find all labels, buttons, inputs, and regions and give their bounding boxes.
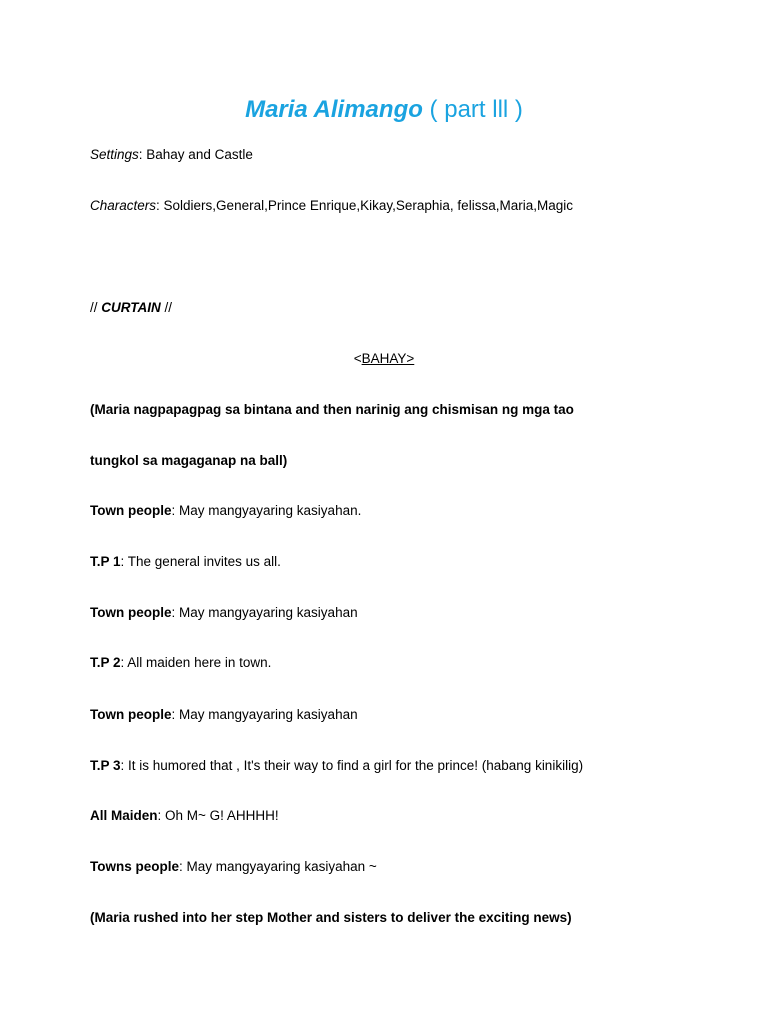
speaker: Town people xyxy=(90,503,172,518)
dialogue-line xyxy=(90,706,358,724)
scene-heading xyxy=(0,350,768,368)
settings-label: Settings xyxy=(90,147,139,162)
characters-line xyxy=(90,197,573,215)
speaker: Towns people xyxy=(90,859,180,874)
dialogue-text: : It is humored that , It's their way to find a girl for the prince! (habang kinikilig) xyxy=(120,758,584,773)
page-title xyxy=(0,93,768,127)
title-part: ( part lll ) xyxy=(422,96,523,123)
characters-value: : Soldiers,General,Prince Enrique,Kikay,Seraphia, felissa,Maria,Magic xyxy=(156,198,573,213)
dialogue-text: : The general invites us all. xyxy=(120,554,281,569)
speaker: T.P 1 xyxy=(90,554,121,569)
dialogue-text: : May mangyayaring kasiyahan. xyxy=(171,503,362,518)
speaker: T.P 2 xyxy=(90,655,121,670)
dialogue-line xyxy=(90,757,583,775)
dialogue-line xyxy=(90,858,377,876)
stage-direction-1-line-2: tungkol sa magaganap na ball) xyxy=(90,453,288,468)
dialogue-line xyxy=(90,807,279,825)
dialogue-text: : All maiden here in town. xyxy=(120,655,272,670)
curtain-suffix: // xyxy=(160,300,173,315)
settings-line xyxy=(90,146,253,164)
dialogue-text: : May mangyayaring kasiyahan xyxy=(171,707,358,722)
speaker: Town people xyxy=(90,707,172,722)
dialogue-line xyxy=(90,604,358,622)
dialogue-line xyxy=(90,502,361,520)
dialogue-line xyxy=(90,654,271,672)
settings-value: : Bahay and Castle xyxy=(138,147,253,162)
curtain-line xyxy=(90,299,172,317)
speaker: Town people xyxy=(90,605,172,620)
speaker: All Maiden xyxy=(90,808,158,823)
characters-label: Characters xyxy=(90,198,157,213)
stage-direction-1-line-1: (Maria nagpapagpag sa bintana and then narinig ang chismisan ng mga tao xyxy=(90,402,574,417)
stage-direction-2: (Maria rushed into her step Mother and sisters to deliver the exciting news) xyxy=(90,910,572,925)
curtain-word: CURTAIN xyxy=(101,300,161,315)
dialogue-text: : Oh M~ G! AHHHH! xyxy=(157,808,279,823)
scene-name: BAHAY> xyxy=(361,351,415,366)
dialogue-text: : May mangyayaring kasiyahan ~ xyxy=(179,859,377,874)
dialogue-line xyxy=(90,553,281,571)
curtain-prefix: // xyxy=(90,300,102,315)
speaker: T.P 3 xyxy=(90,758,121,773)
title-name: Maria Alimango xyxy=(245,96,423,123)
scene-open: < xyxy=(353,351,362,366)
dialogue-text: : May mangyayaring kasiyahan xyxy=(171,605,358,620)
